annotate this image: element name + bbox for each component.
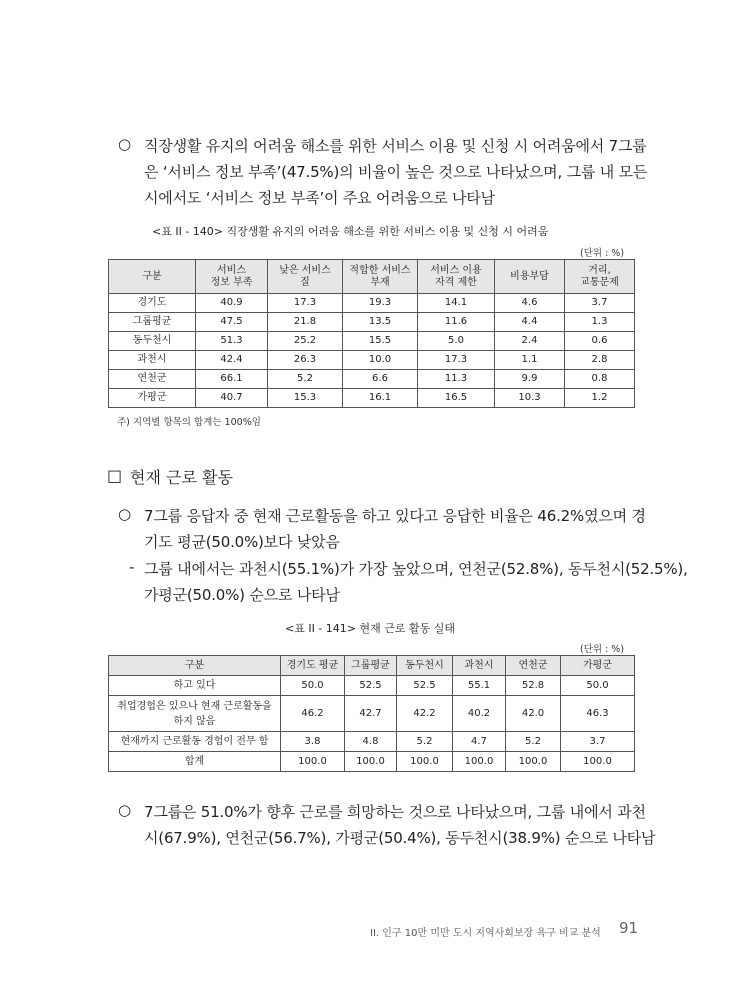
- table-header-cell: 서비스 이용 자격 제한: [418, 260, 495, 294]
- table-141-unit: (단위 : %): [580, 644, 625, 655]
- table-141: [108, 655, 635, 772]
- table-cell: 4.6: [495, 294, 565, 313]
- table-row: [109, 294, 635, 313]
- table-cell: 15.5: [343, 332, 418, 351]
- table-cell: 1.1: [495, 351, 565, 370]
- paragraph-1-line-1: 직장생활 유지의 어려움 해소를 위한 서비스 이용 및 신청 시 어려움에서 7그룹: [144, 137, 647, 155]
- table-cell: 100.0: [453, 752, 506, 772]
- table-header-cell: 적합한 서비스 부재: [343, 260, 418, 294]
- table-cell: 4.4: [495, 313, 565, 332]
- table-header-cell: 비용부담: [495, 260, 565, 294]
- table-cell: 17.3: [268, 294, 343, 313]
- table-cell: 11.6: [418, 313, 495, 332]
- table-cell: 46.2: [281, 696, 345, 732]
- table-cell: 3.7: [561, 732, 635, 752]
- table-row: [109, 389, 635, 408]
- table-cell: 50.0: [561, 676, 635, 696]
- table-row: [109, 732, 635, 752]
- table-row: [109, 676, 635, 696]
- table-cell: 42.7: [345, 696, 397, 732]
- table-cell: 47.5: [196, 313, 268, 332]
- table-cell: 42.2: [397, 696, 453, 732]
- table-row: [109, 332, 635, 351]
- bullet-circle: ○: [118, 505, 132, 523]
- paragraph-2-line-2: 기도 평균(50.0%)보다 낮았음: [144, 533, 340, 551]
- table-cell: 5.2: [397, 732, 453, 752]
- square-bullet-icon: □: [107, 466, 123, 485]
- table-cell: 40.9: [196, 294, 268, 313]
- table-cell: 가평군: [109, 389, 196, 408]
- table-cell: 16.1: [343, 389, 418, 408]
- table-cell: 100.0: [561, 752, 635, 772]
- table-cell: 26.3: [268, 351, 343, 370]
- table-cell: 52.5: [345, 676, 397, 696]
- table-cell: 40.7: [196, 389, 268, 408]
- table-cell: 42.4: [196, 351, 268, 370]
- table-cell: 25.2: [268, 332, 343, 351]
- table-cell: 15.3: [268, 389, 343, 408]
- table-cell: 100.0: [345, 752, 397, 772]
- table-cell: 0.8: [565, 370, 635, 389]
- paragraph-3-line-1: 그룹 내에서는 과천시(55.1%)가 가장 높았으며, 연천군(52.8%), 동두천시(52.5%),: [144, 560, 688, 578]
- table-cell: 17.3: [418, 351, 495, 370]
- table-cell: 100.0: [397, 752, 453, 772]
- paragraph-1-line-2: 은 ‘서비스 정보 부족’(47.5%)의 비율이 높은 것으로 나타났으며, 그룹 내 모든: [144, 163, 648, 181]
- table-cell: 40.2: [453, 696, 506, 732]
- table-header-cell: 동두천시: [397, 656, 453, 676]
- table-140: [108, 259, 635, 408]
- table-cell: 50.0: [281, 676, 345, 696]
- table-cell: 46.3: [561, 696, 635, 732]
- table-header-cell: 거리, 교통문제: [565, 260, 635, 294]
- table-cell: 16.5: [418, 389, 495, 408]
- table-cell: 66.1: [196, 370, 268, 389]
- table-header-cell: 가평군: [561, 656, 635, 676]
- table-row: [109, 696, 635, 732]
- table-cell: 합계: [109, 752, 281, 772]
- bullet-circle: ○: [118, 135, 132, 153]
- page-number: 91: [619, 919, 639, 937]
- table-row: [109, 313, 635, 332]
- table-cell: 3.8: [281, 732, 345, 752]
- table-cell: 9.9: [495, 370, 565, 389]
- table-141-caption: <표 II - 141> 현재 근로 활동 실태: [285, 622, 455, 635]
- table-header-cell: 과천시: [453, 656, 506, 676]
- table-cell: 취업경험은 있으나 현재 근로활동을 하지 않음: [109, 696, 281, 732]
- table-cell: 100.0: [506, 752, 561, 772]
- table-140-note: 주) 지역별 항목의 합계는 100%임: [117, 417, 261, 428]
- table-header-cell: 경기도 평균: [281, 656, 345, 676]
- table-cell: 0.6: [565, 332, 635, 351]
- table-header-cell: 그룹평균: [345, 656, 397, 676]
- table-cell: 4.8: [345, 732, 397, 752]
- table-cell: 14.1: [418, 294, 495, 313]
- table-cell: 11.3: [418, 370, 495, 389]
- table-cell: 10.3: [495, 389, 565, 408]
- table-140-unit: (단위 : %): [580, 248, 625, 259]
- table-cell: 그룹평균: [109, 313, 196, 332]
- table-cell: 4.7: [453, 732, 506, 752]
- table-cell: 과천시: [109, 351, 196, 370]
- table-cell: 6.6: [343, 370, 418, 389]
- section-title: 현재 근로 활동: [130, 468, 233, 487]
- table-cell: 13.5: [343, 313, 418, 332]
- table-header-cell: 구분: [109, 260, 196, 294]
- table-row: [109, 351, 635, 370]
- table-cell: 52.8: [506, 676, 561, 696]
- table-140-caption: <표 II - 140> 직장생활 유지의 어려움 해소를 위한 서비스 이용 및 신청 시 어려움: [152, 225, 549, 238]
- table-cell: 5.2: [506, 732, 561, 752]
- table-row: [109, 370, 635, 389]
- paragraph-3-line-2: 가평군(50.0%) 순으로 나타남: [144, 586, 340, 604]
- table-cell: 55.1: [453, 676, 506, 696]
- table-cell: 2.8: [565, 351, 635, 370]
- table-cell: 5.2: [268, 370, 343, 389]
- table-cell: 현재까지 근로활동 경험이 전무 함: [109, 732, 281, 752]
- table-header-cell: 구분: [109, 656, 281, 676]
- table-header-cell: 연천군: [506, 656, 561, 676]
- table-cell: 42.0: [506, 696, 561, 732]
- paragraph-1-line-3: 시에서도 ‘서비스 정보 부족’이 주요 어려움으로 나타남: [144, 189, 495, 207]
- table-cell: 10.0: [343, 351, 418, 370]
- paragraph-4-line-1: 7그룹은 51.0%가 향후 근로를 희망하는 것으로 나타났으며, 그룹 내에서 과천: [144, 803, 646, 821]
- table-cell: 5.0: [418, 332, 495, 351]
- table-cell: 52.5: [397, 676, 453, 696]
- table-cell: 21.8: [268, 313, 343, 332]
- paragraph-4-line-2: 시(67.9%), 연천군(56.7%), 가평군(50.4%), 동두천시(38.9%) 순으로 나타남: [144, 829, 656, 847]
- table-cell: 19.3: [343, 294, 418, 313]
- table-header-cell: 낮은 서비스 질: [268, 260, 343, 294]
- table-cell: 1.3: [565, 313, 635, 332]
- table-cell: 경기도: [109, 294, 196, 313]
- table-cell: 1.2: [565, 389, 635, 408]
- table-cell: 51.3: [196, 332, 268, 351]
- table-row-total: [109, 752, 635, 772]
- table-cell: 동두천시: [109, 332, 196, 351]
- table-cell: 100.0: [281, 752, 345, 772]
- table-header-cell: 서비스 정보 부족: [196, 260, 268, 294]
- bullet-circle: ○: [118, 801, 132, 819]
- table-cell: 3.7: [565, 294, 635, 313]
- running-footer: II. 인구 10만 미만 도시 지역사회보장 욕구 비교 분석: [370, 928, 601, 939]
- table-cell: 2.4: [495, 332, 565, 351]
- dash-bullet: -: [129, 558, 135, 576]
- table-cell: 연천군: [109, 370, 196, 389]
- paragraph-2-line-1: 7그룹 응답자 중 현재 근로활동을 하고 있다고 응답한 비율은 46.2%였으며 경: [144, 507, 646, 525]
- table-cell: 하고 있다: [109, 676, 281, 696]
